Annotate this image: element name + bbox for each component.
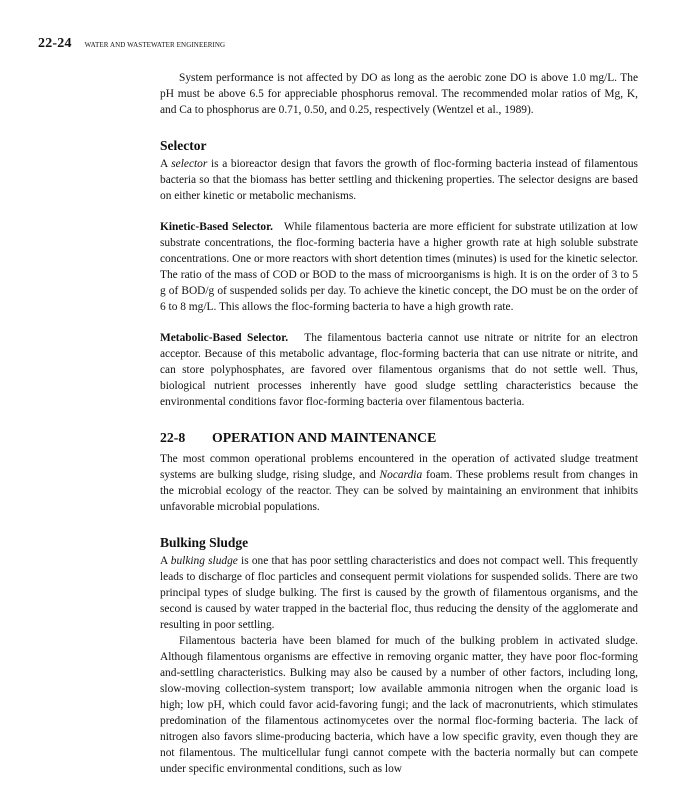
section-number: 22-8 [160, 430, 186, 445]
nocardia-term: Nocardia [379, 469, 423, 481]
selector-paragraph: A selector is a bioreactor design that favors the growth of floc-forming bacteria instead of filamentous bacteria so that the biomass has better settling and thickening properties. The selector designs are based on either kinetic or metabolic mechanisms. [160, 158, 638, 202]
section-heading [160, 430, 638, 446]
kinetic-selector-paragraph: Kinetic-Based Selector. While filamentous bacteria are more efficient for substrate utilization at low substrate concentrations, the floc-forming bacteria have a higher growth rate at high soluble substrate concentrations. One or more reactors with short detention times (minutes) is used for the kinetic selector. The ratio of the mass of COD or BOD to the mass of microorganisms is high. It is on the order of 3 to 5 g of BOD/g of suspended solids per day. To achieve the kinetic concept, the DO must be on the order of 6 to 8 mg/L. This allows the floc-forming bacteria to have a high growth rate. [160, 221, 639, 313]
selector-term: selector [171, 158, 208, 170]
page-header [38, 36, 225, 52]
selector-heading: Selector [160, 138, 207, 153]
metabolic-selector-paragraph: Metabolic-Based Selector. The filamentous bacteria cannot use nitrate or nitrite for an electron acceptor. Because of this metabolic advantage, floc-forming bacteria that can use nitrate or nitrite, and can store polyphosphates, are favored over filamentous organisms that do not settle well. Thus, biological nutrient processes inherently have good sludge settling characteristics because the environmental conditions favor floc-forming bacteria over filamentous bacteria. [160, 332, 638, 408]
intro-paragraph: System performance is not affected by DO as long as the aerobic zone DO is above 1.0 mg/L. The pH must be above 6.5 for appreciable phosphorus removal. The recommended molar ratios of Mg, K, and Ca to phosphorus are 0.71, 0.50, and 0.25, respectively (Wentzel et al., 1989). [160, 72, 638, 116]
section-intro-paragraph: The most common operational problems encountered in the operation of activated sludge treatment systems are bulking sludge, rising sludge, and Nocardia foam. These problems result from changes in the microbial ecology of the reactor. They can be solved by maintaining an environment that inhibits unfavorable microbial populations. [160, 453, 638, 513]
bulking-paragraph-2: Filamentous bacteria have been blamed for much of the bulking problem in activated sludge. Although filamentous organisms are effective in removing organic matter, they have poor floc-forming and-settling characteristics. Bulking may also be caused by a number of other factors, including long, slow-moving collection-system transport; low available ammonia nitrogen when the organic load is high; low pH, which could favor acid-favoring fungi; and the lack of macronutrients, which stimulates predomination of the filamentous actinomycetes over the normal floc-forming bacteria. The lack of nitrogen also favors slime-producing bacteria, which have a low specific gravity, even though they are not filamentous. The multicellular fungi cannot compete with the bacteria normally but can compete under specific environmental conditions, such as low [160, 635, 638, 775]
kinetic-selector-title: Kinetic-Based Selector. [160, 221, 273, 233]
page-body [160, 70, 638, 777]
section-title: OPERATION AND MAINTENANCE [212, 430, 437, 445]
bulking-sludge-heading: Bulking Sludge [160, 535, 249, 550]
running-head: WATER AND WASTEWATER ENGINEERING [84, 41, 226, 49]
page-number: 22-24 [38, 36, 72, 51]
metabolic-selector-title: Metabolic-Based Selector. [160, 332, 289, 344]
bulking-paragraph-1: A bulking sludge is one that has poor settling characteristics and does not compact well. This frequently leads to discharge of floc particles and consequent permit violations for suspended solids. There are two principal types of sludge bulking. The first is caused by the growth of filamentous organisms, and the second is caused by water trapped in the bacterial floc, thus reducing the density of the agglomerate and resulting in poor settling. [160, 555, 638, 631]
bulking-sludge-term: bulking sludge [170, 555, 238, 567]
